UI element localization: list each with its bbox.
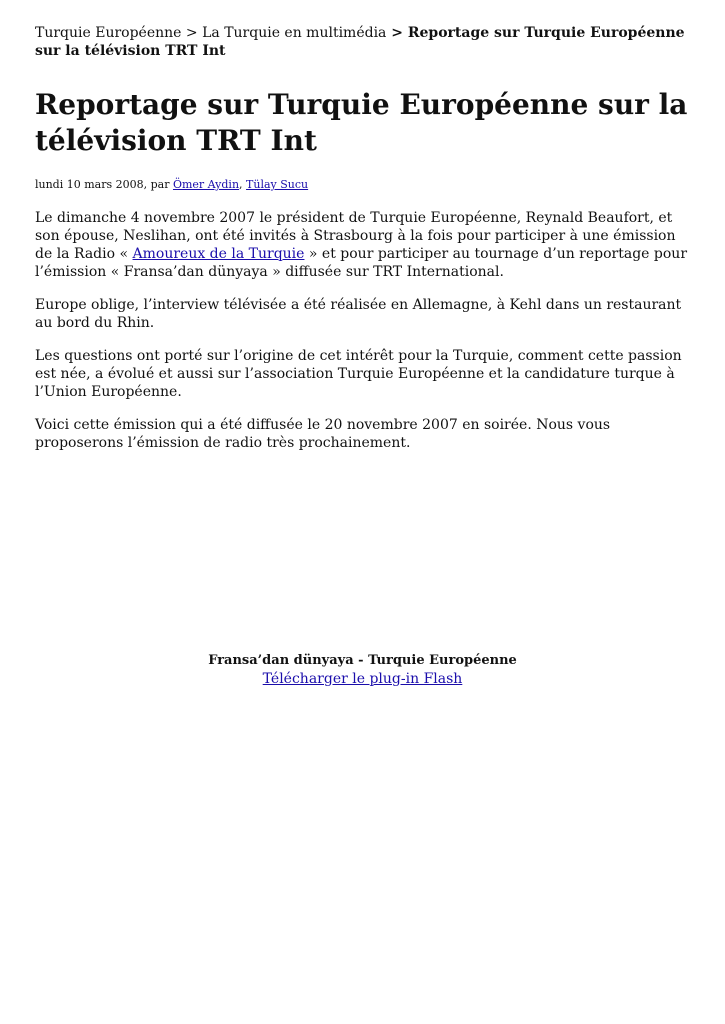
article-body bbox=[35, 209, 690, 452]
amoureux-de-la-turquie-link[interactable]: Amoureux de la Turquie bbox=[132, 246, 305, 262]
author-link-omer-aydin[interactable]: Ömer Aydin bbox=[172, 178, 240, 191]
byline-separator: , bbox=[239, 178, 247, 191]
article-paragraph-2: Europe oblige, l’interview télévisée a été réalisée en Allemagne, à Kehl dans un restaurant au bord du Rhin. bbox=[35, 297, 682, 331]
author-link-tulay-sucu[interactable]: Tülay Sucu bbox=[246, 178, 309, 191]
article-paragraph-3: Les questions ont porté sur l’origine de cet intérêt pour la Turquie, comment cette passion est née, a évolué et aussi sur l’association Turquie Européenne et la candidature turque à l’Union Européenne. bbox=[35, 348, 682, 400]
download-flash-plugin-link[interactable]: Télécharger le plug-in Flash bbox=[262, 671, 463, 687]
breadcrumb-separator: > bbox=[181, 25, 203, 41]
byline-date: lundi 10 mars 2008, par bbox=[35, 178, 173, 191]
breadcrumb-separator: > bbox=[386, 25, 408, 41]
video-embed-placeholder bbox=[0, 652, 725, 689]
page-title: Reportage sur Turquie Européenne sur la télévision TRT Int bbox=[35, 88, 688, 157]
breadcrumb-link-home[interactable]: Turquie Européenne bbox=[35, 25, 182, 41]
video-title: Fransa’dan dünyaya - Turquie Européenne bbox=[208, 653, 517, 668]
article-byline bbox=[35, 178, 690, 192]
breadcrumb bbox=[35, 24, 690, 60]
breadcrumb-link-multimedia[interactable]: La Turquie en multimédia bbox=[202, 25, 387, 41]
paragraph-text: » et pour participer au tournage d’un reportage pour l’émission « Fransa’dan dünyaya » diffusée sur TRT International. bbox=[35, 246, 688, 280]
article-paragraph-4: Voici cette émission qui a été diffusée le 20 novembre 2007 en soirée. Nous vous proposerons l’émission de radio très prochainement. bbox=[35, 417, 611, 451]
breadcrumb-current: Reportage sur Turquie Européenne sur la télévision TRT Int bbox=[35, 25, 685, 59]
article-paragraph-1 bbox=[35, 209, 690, 281]
paragraph-text: Le dimanche 4 novembre 2007 le président de Turquie Européenne, Reynald Beaufort, et son épouse, Neslihan, ont été invités à Strasbourg à la fois pour participer à une émission de la Radio « bbox=[35, 210, 676, 262]
